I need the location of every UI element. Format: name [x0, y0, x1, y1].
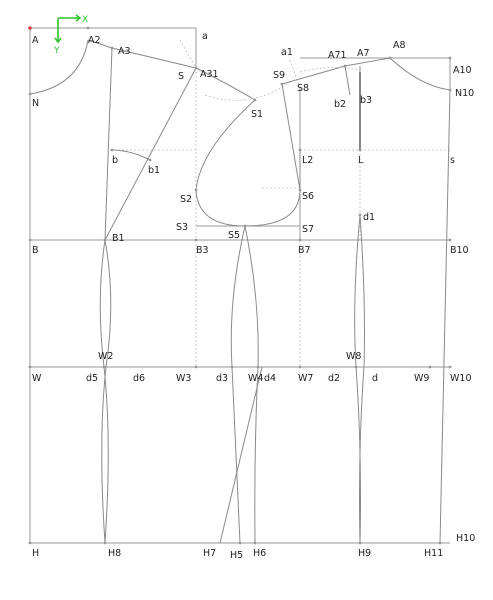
label-A8: A8 — [393, 40, 406, 51]
label-A: A — [32, 35, 39, 46]
label-S9: S9 — [273, 70, 286, 81]
label-S3: S3 — [176, 222, 189, 233]
label-W3: W3 — [176, 373, 192, 384]
label-S7: S7 — [302, 224, 315, 235]
label-d3: d3 — [216, 373, 229, 384]
label-H9: H9 — [358, 548, 372, 559]
label-s: s — [450, 155, 455, 166]
axis-indicator — [53, 15, 88, 56]
label-W2: W2 — [98, 351, 114, 362]
axis-x-label: X — [82, 15, 89, 25]
label-A3: A3 — [118, 46, 131, 57]
label-b: b — [112, 155, 119, 166]
label-H: H — [32, 548, 40, 559]
label-A31: A31 — [200, 69, 219, 80]
point-labels — [32, 31, 475, 561]
label-N10: N10 — [455, 88, 475, 99]
label-W4: W4 — [248, 373, 264, 384]
label-d2: d2 — [328, 373, 341, 384]
label-W7: W7 — [298, 373, 314, 384]
label-A71: A71 — [328, 50, 347, 61]
label-d1: d1 — [363, 212, 376, 223]
label-S8: S8 — [297, 83, 310, 94]
axis-y-label: Y — [54, 46, 60, 56]
label-b1: b1 — [148, 165, 161, 176]
label-S5: S5 — [228, 230, 241, 241]
label-W8: W8 — [346, 351, 362, 362]
label-d5: d5 — [86, 373, 99, 384]
label-S6: S6 — [302, 191, 315, 202]
label-H6: H6 — [253, 548, 267, 559]
side-seams — [220, 226, 262, 543]
label-N: N — [32, 98, 40, 109]
label-H10: H10 — [456, 533, 476, 544]
label-A10: A10 — [453, 65, 472, 76]
label-A7: A7 — [357, 48, 370, 59]
label-d: d — [372, 373, 379, 384]
label-b3: b3 — [360, 95, 373, 106]
frame-lines — [30, 28, 450, 543]
label-S2: S2 — [180, 194, 193, 205]
construction-points — [28, 26, 451, 544]
label-B7: B7 — [298, 245, 311, 256]
front-bodice-seams — [282, 58, 450, 543]
label-S: S — [178, 71, 185, 82]
label-B1: B1 — [112, 233, 125, 244]
label-W10: W10 — [450, 373, 472, 384]
label-L: L — [358, 155, 364, 166]
label-H7: H7 — [203, 548, 217, 559]
back-bodice-seams — [30, 40, 196, 543]
label-a: a — [202, 31, 208, 42]
label-a1: a1 — [281, 47, 293, 58]
label-H11: H11 — [424, 548, 444, 559]
label-d4: d4 — [264, 373, 277, 384]
label-A2: A2 — [88, 35, 101, 46]
label-L2: L2 — [302, 155, 314, 166]
label-S1: S1 — [251, 109, 264, 120]
label-W9: W9 — [414, 373, 430, 384]
label-W: W — [32, 373, 42, 384]
label-H5: H5 — [230, 550, 244, 561]
label-B: B — [32, 245, 39, 256]
armhole-curve — [196, 68, 300, 226]
label-d6: d6 — [133, 373, 146, 384]
label-B10: B10 — [450, 245, 469, 256]
label-H8: H8 — [108, 548, 122, 559]
label-b2: b2 — [334, 99, 347, 110]
label-B3: B3 — [196, 245, 209, 256]
